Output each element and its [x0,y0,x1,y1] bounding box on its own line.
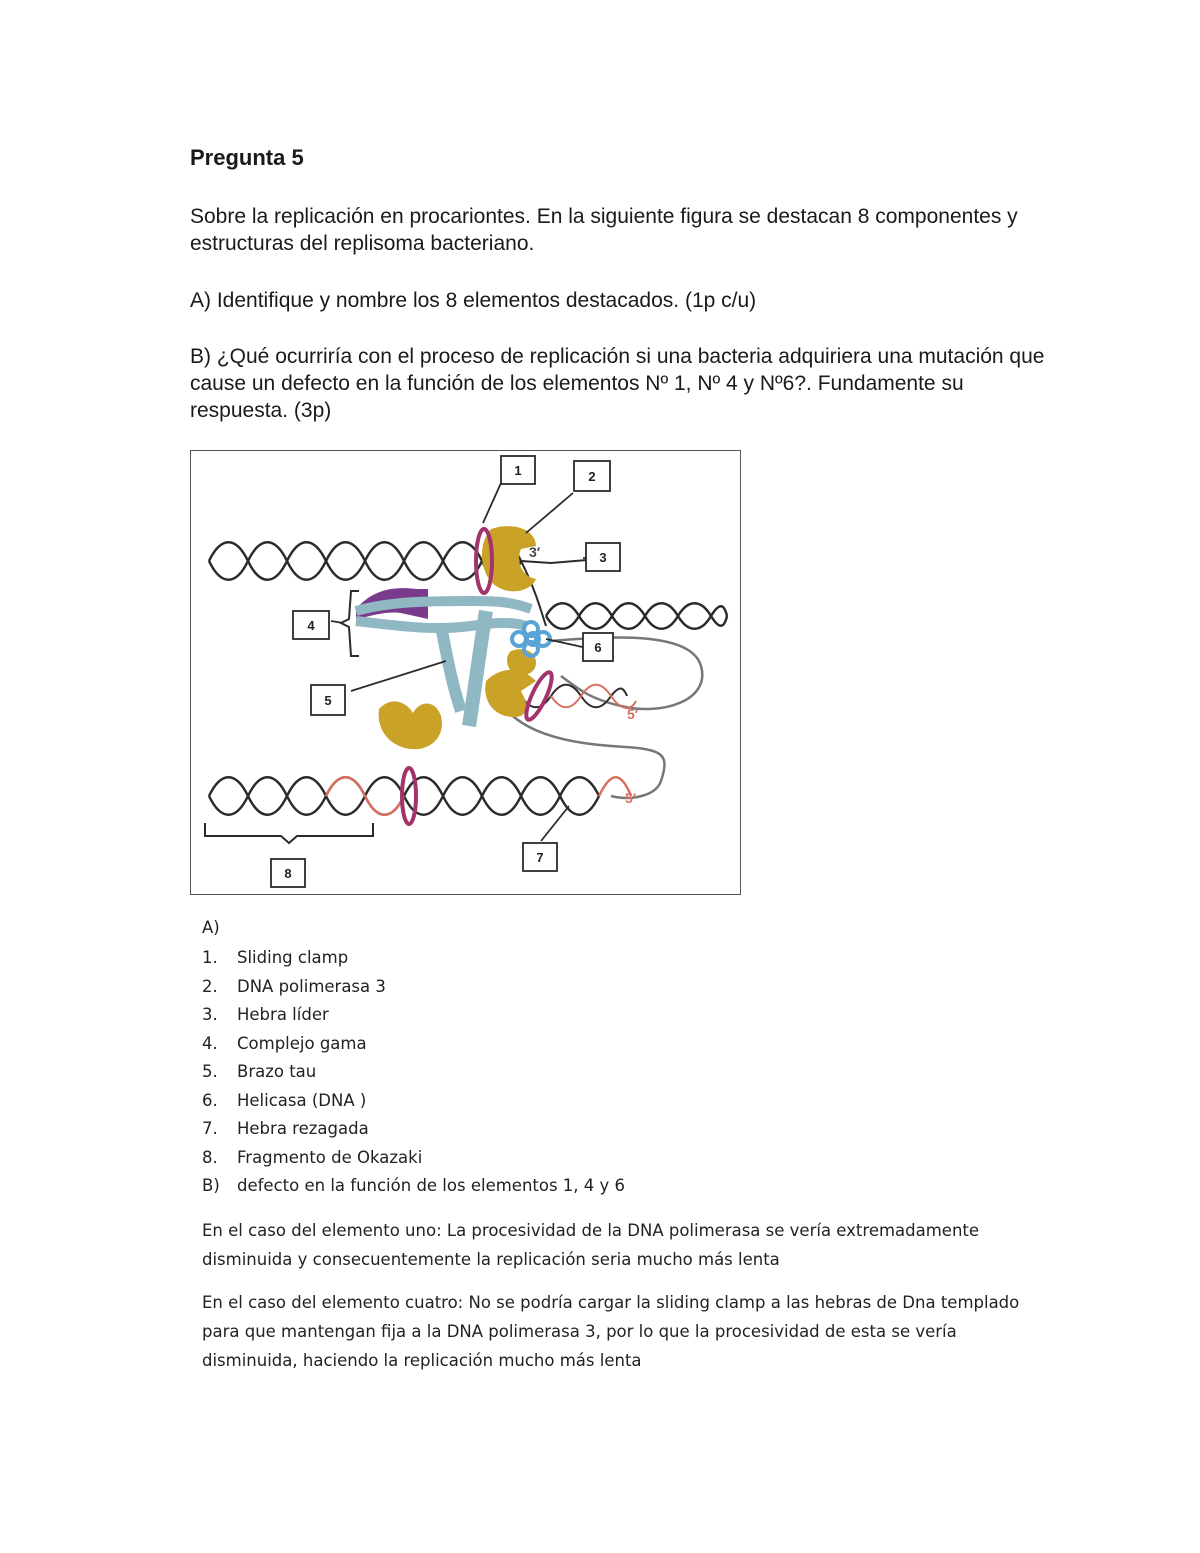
answer-item [202,1001,625,1030]
bottom-rna-primer-left [326,777,404,815]
question-intro: Sobre la replicación en procariontes. En la siguiente figura se destacan 8 componentes y estructuras del replisoma bacteriano. [190,205,1018,255]
answer-number: 1. [202,948,218,967]
replisome-diagram [191,451,742,896]
answer-text: Brazo tau [237,1062,317,1081]
five-prime-mark-lower: 5′ [625,790,637,806]
answer-number: 2. [202,976,218,996]
answer-number: 7. [202,1119,218,1138]
figure-label-2 [574,461,610,491]
answer-number: B) [202,1176,220,1195]
figure-label-4 [293,611,329,639]
answer-number: 6. [202,1090,218,1110]
figure-label-1 [501,456,535,484]
answer-text: Sliding clamp [237,948,349,967]
svg-text:3: 3 [599,550,607,565]
lagging-loop [551,637,702,709]
three-prime-mark: 3′ [529,544,541,560]
answer-number: 5. [202,1062,218,1081]
bracket-8 [205,823,373,843]
answer-number: 4. [202,1033,218,1053]
answer-text: Hebra líder [237,1005,329,1024]
answer-item [202,1115,625,1144]
figure-label-7 [523,843,557,871]
svg-text:7: 7 [536,850,544,865]
answer-item [202,1144,625,1173]
figure-label-3 [586,543,620,571]
answer-item [202,1030,625,1059]
tau-arm-down [441,626,461,711]
replisome-figure [190,450,741,895]
question-part-b: B) ¿Qué ocurriría con el proceso de replicación si una bacteria adquiriera una mutación que cause un defecto en la función de los elementos Nº 1, Nº 4 y Nº6?. Fundamente su respuesta. (3p) [190,345,1045,422]
question-title: Pregunta 5 [190,145,304,170]
answer-item [202,944,625,973]
answer-text: Complejo gama [237,1033,367,1053]
svg-text:8: 8 [284,866,292,881]
answer-item [202,973,625,1002]
svg-text:6: 6 [594,640,602,655]
answer-text: defecto en la función de los elementos 1, 4 y 6 [237,1176,626,1195]
pointer-lines [331,483,611,841]
svg-text:4: 4 [307,618,315,633]
answer-text: Helicasa (DNA ) [237,1090,367,1110]
answer-text: Hebra rezagada [237,1119,369,1138]
answer-text: DNA polimerasa 3 [237,976,386,996]
svg-text:1: 1 [514,463,522,478]
svg-text:5: 5 [324,693,332,708]
figure-label-8 [271,859,305,887]
svg-text:2: 2 [588,469,596,484]
answer-list [202,944,625,1201]
figure-label-5 [311,685,345,715]
answer-item [202,1172,625,1201]
answer-text: Fragmento de Okazaki [237,1147,423,1167]
answer-item [202,1087,625,1116]
answer-number: 8. [202,1147,218,1167]
explanation-element-4: En el caso del elemento cuatro: No se podría cargar la sliding clamp a las hebras de Dna templado para que mantengan fija a la DNA polimerasa 3, por lo que la procesividad de esta se vería disminuida, haciendo la replicación mucho más lenta [202,1293,1020,1370]
answer-number: 3. [202,1005,218,1024]
tau-arm-upper [356,601,531,611]
question-part-a: A) Identifique y nombre los 8 elementos destacados. (1p c/u) [190,289,757,312]
answer-a-heading: A) [202,918,220,937]
explanation-element-1: En el caso del elemento uno: La procesividad de la DNA polimerasa se vería extremadamente disminuida y consecuentemente la replicación seria mucho más lenta [202,1221,980,1269]
strand-to-fork [521,561,546,626]
five-prime-mark-upper: 5′ [627,706,639,722]
answer-item [202,1058,625,1087]
figure-label-6 [583,633,613,661]
polymerase-free [379,701,442,749]
